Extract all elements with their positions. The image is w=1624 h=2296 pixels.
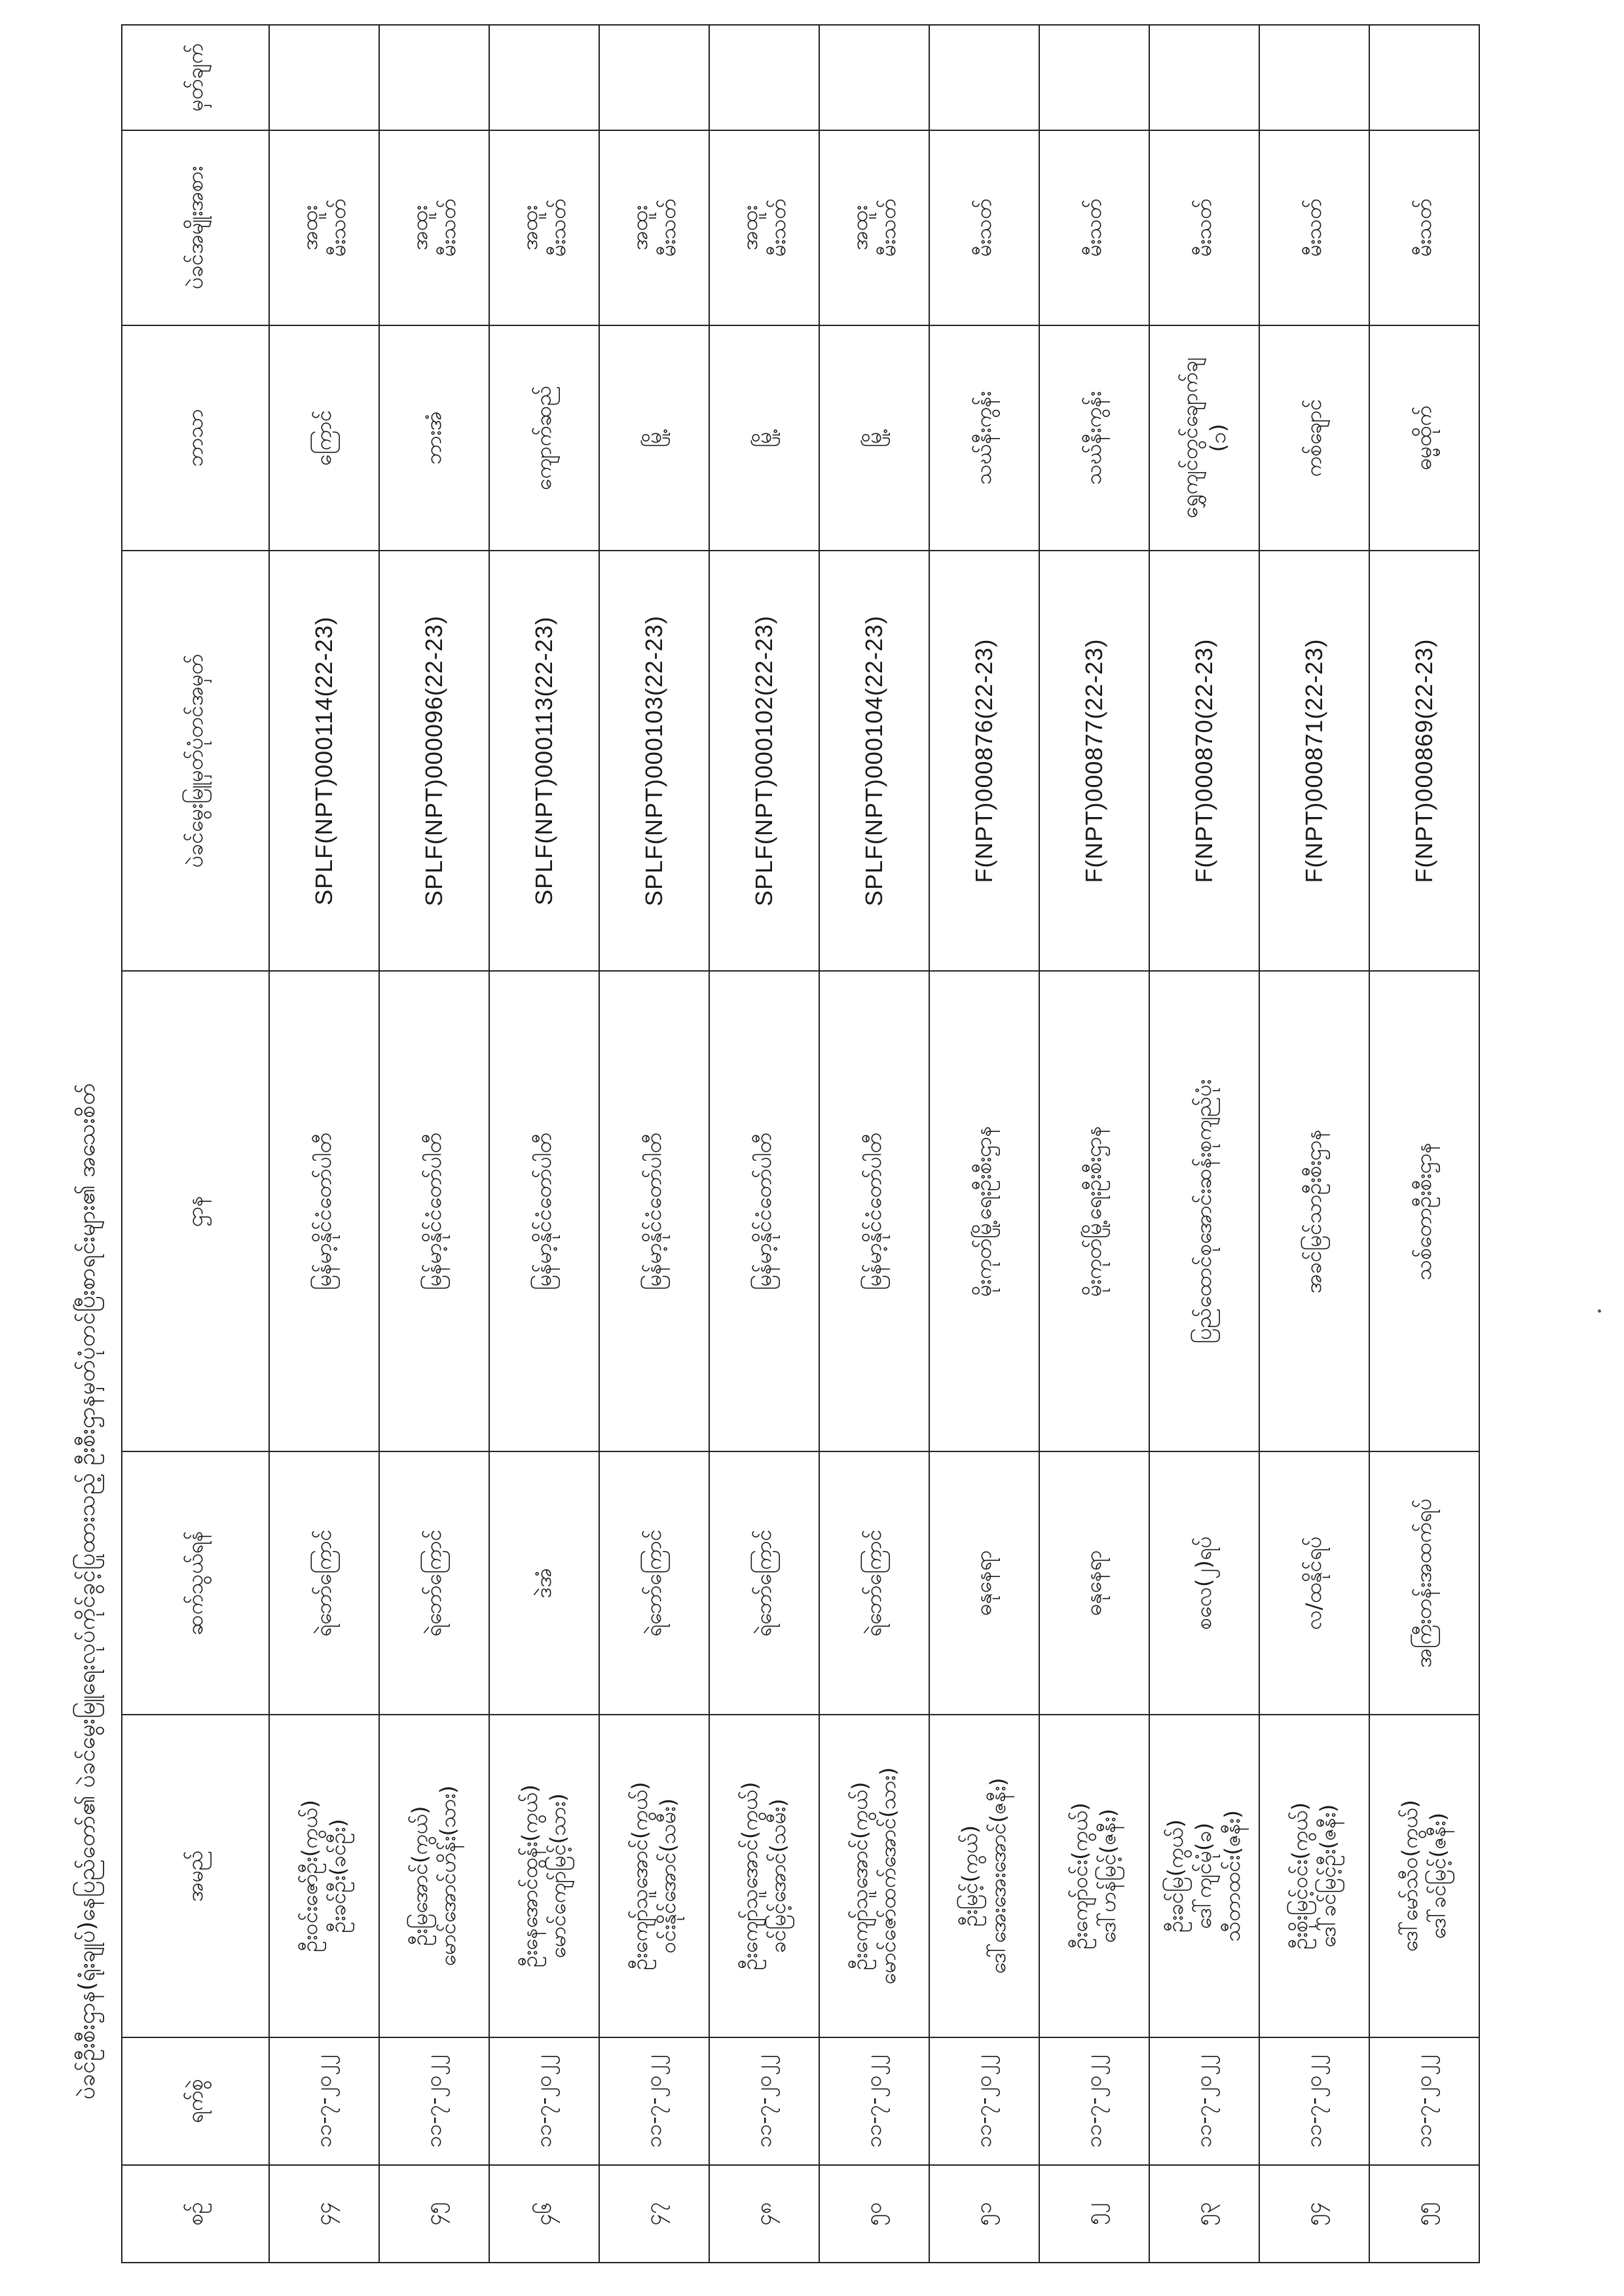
cell-no: ၄၇ [599,2165,709,2263]
type-line: မီးသတ် [766,198,790,257]
cell-type [1039,130,1149,325]
cell-date: ၁၁-၇-၂၀၂၂ [709,2037,819,2165]
cell-no: ၅၀ [819,2165,929,2263]
cell-no: ၄၄ [269,2165,379,2263]
type-line: အထူး [847,205,872,250]
cell-name [709,1715,819,2037]
cell-department: မြန်မာ့နိုင်ငံတော်ပါတီ [379,971,489,1451]
name-line: ဦးကျော်ဝင်း(ကွယ်) [1067,1802,1092,1950]
cell-date: ၁၁-၇-၂၀၂၂ [929,2037,1039,2165]
location-line: ရွှေကျင်တွင်ချောက်ချ [1177,357,1202,519]
name-line: ဒေါ်ကျင်မုံ(ခ) [1191,1823,1217,1929]
name-line: ဦးနေအောင်ထွန်း(ကွယ်) [517,1784,542,1967]
name-line: ဦးကျော်သူအောင်(ကွယ်) [737,1781,762,1971]
table-row [269,25,379,2263]
cell-license: SPLF(NPT)000102(22-23) [709,551,819,971]
cell-type [1259,130,1369,325]
cell-name [1149,1715,1259,2037]
cell-address: ရဲဘော်ကြောင် [709,1451,819,1714]
name-line: ဝင်းနိုင်အောင်(သမီး) [655,1798,680,1954]
name-line: ဒေါ်ဟန်မြင့်(ဇနီး) [1096,1808,1120,1943]
cell-name [929,1715,1039,2037]
cell-license: F(NPT)000876(22-23) [929,551,1039,971]
name-line: ဦးကျော်သူအောင်(ကွယ်) [847,1781,872,1971]
document-title: ပဲခင်ဦးစီးဌာန(ရုံးချုပ်)နေပြည်တော်၏ ပဲခင်မွေးမြူရေးလုပ်ကိုင်ခွင့်ပြုထားသည့် ဦးစီးဌာနမှတ်ပုံတင်ပြီးစာရင်းများ၏ အသေးစိတ် [74,1083,100,2100]
cell-license: F(NPT)000870(22-23) [1149,551,1259,971]
cell-address: ဓနုနေရာ [929,1451,1039,1714]
cell-department: မိုးကုတ်မြို့ရေးဦးစီးဌာန [929,971,1039,1451]
cell-department: သစ်တောဦးစီးဌာန [1369,971,1479,1451]
cell-remark [269,25,379,130]
table-row [1369,25,1479,2263]
cell-remark [819,25,929,130]
license-table [121,24,1480,2263]
cell-license: SPLF(NPT)000104(22-23) [819,551,929,971]
type-line: အထူး [517,205,542,250]
header-no: စဉ် [122,2165,269,2263]
scan-speck [1598,1309,1601,1313]
cell-remark [489,25,599,130]
cell-location: ကစ်ချောင် [1259,325,1369,551]
cell-type [819,130,929,325]
name-line: ဦးခင်မြ(ကွယ်) [1163,1819,1189,1933]
table-row [1149,25,1259,2263]
name-line: ဒေါ်ခင်မြင့်ဦး(ဇနီး) [1316,1804,1340,1948]
cell-remark [1039,25,1149,130]
name-line: ဦးမြအောင်(ကွယ်) [407,1806,432,1946]
cell-license: F(NPT)000871(22-23) [1259,551,1369,971]
table-row [1039,25,1149,2263]
cell-address: ရဲဘော်ကြောင် [269,1451,379,1714]
cell-no: ၅၄ [1259,2165,1369,2263]
cell-license: SPLF(NPT)000113(22-23) [489,551,599,971]
cell-location: ကြောင် [269,325,379,551]
table-row [1259,25,1369,2263]
cell-address: စလေ(၂)ရပ် [1149,1451,1259,1714]
type-line: မီးသတ် [1301,198,1327,257]
cell-location: ဘားအံ [379,325,489,551]
cell-type [709,130,819,325]
name-line: မောင်အောင်ဟိန်း(သား) [435,1785,460,1967]
cell-location: သဃ်နီးကွန်း [929,325,1039,551]
cell-date: ၁၁-၇-၂၀၂၂ [1039,2037,1149,2165]
type-line: မီးသတ် [545,198,570,257]
cell-name [599,1715,709,2037]
cell-no: ၅၅ [1369,2165,1479,2263]
name-line: ခင်မြင့်အောင်(သမီး) [766,1798,790,1954]
table-row [929,25,1039,2263]
table-row [379,25,489,2263]
cell-name [379,1715,489,2037]
header-name: အမည် [122,1715,269,2037]
cell-department: မြန်မာ့နိုင်ငံတော်ပါတီ [709,971,819,1451]
cell-remark [1259,25,1369,130]
cell-name [269,1715,379,2037]
cell-remark [929,25,1039,130]
type-line: မီးသတ် [1081,198,1107,257]
cell-remark [379,25,489,130]
name-line: ဦးကျော်သူအောင်(ကွယ်) [627,1781,652,1971]
cell-name [1369,1715,1479,2037]
location-line: (၁) [1206,424,1230,452]
cell-name [489,1715,599,2037]
header-row [122,25,269,2263]
cell-type [1369,130,1479,325]
type-line: မီးသတ် [1191,198,1217,257]
name-line: ဦးမြင့်(ကွယ်) [957,1825,982,1927]
cell-location: မြို့ [819,325,929,551]
type-line: အထူး [407,205,432,250]
type-line: မီးသတ် [655,198,680,257]
cell-location: ကျောက်ဆည် [489,325,599,551]
cell-no: ၅၃ [1149,2165,1259,2263]
cell-department: အခင်မြင်သာဦးစီးဌာန [1259,971,1369,1451]
cell-location: မြို့ [709,325,819,551]
type-line: မီးသတ် [325,198,350,257]
cell-remark [599,25,709,130]
cell-name [1259,1715,1369,2037]
cell-name [1039,1715,1149,2037]
cell-location: မြို့ [599,325,709,551]
cell-type [1149,130,1259,325]
cell-location: ဓမ္မထိုက် [1369,325,1479,551]
cell-department: မြန်မာ့နိုင်ငံတော်ပါတီ [489,971,599,1451]
cell-type [379,130,489,325]
name-line: ဦးစိုးမြင့်ဝင်း(ကွယ်) [1287,1802,1312,1950]
cell-license: F(NPT)000869(22-23) [1369,551,1479,971]
table-row [599,25,709,2263]
cell-no: ၄၆ [489,2165,599,2263]
cell-type [269,130,379,325]
cell-address: လ/ထနိုင်ရပ် [1259,1451,1369,1714]
type-line: မီးသတ် [435,198,460,257]
cell-no: ၄၈ [709,2165,819,2263]
type-line: အထူး [627,205,652,250]
cell-type [929,130,1039,325]
header-department: ဌာန [122,971,269,1451]
cell-address: ရဲဘော်ကြောင် [379,1451,489,1714]
type-line: မီးသတ် [876,198,900,257]
cell-address: ဒဲအံ [489,1451,599,1714]
cell-type [489,130,599,325]
cell-date: ၁၁-၇-၂၀၂၂ [1259,2037,1369,2165]
cell-remark [1369,25,1479,130]
cell-department: မြန်မာ့နိုင်ငံတော်ပါတီ [269,971,379,1451]
cell-license: SPLF(NPT)000103(22-23) [599,551,709,971]
header-remark: မှတ်ချက် [122,25,269,130]
cell-date: ၁၁-၇-၂၀၂၂ [269,2037,379,2165]
name-line: မောင်ကျော်မြင့်(သား) [545,1793,570,1959]
cell-date: ၁၁-၇-၂၀၂၂ [819,2037,929,2165]
type-line: မီးသတ် [1411,198,1437,257]
cell-date: ၁၁-၇-၂၀၂၂ [1149,2037,1259,2165]
cell-address: အကြီးတန်းအထက်ရပ် [1369,1451,1479,1714]
type-line: မီးသတ် [971,198,997,257]
cell-address: ဓနုနေရာ [1039,1451,1149,1714]
cell-date: ၁၁-၇-၂၀၂၂ [489,2037,599,2165]
header-type: ပဲခင်အမျိုးအစား [122,130,269,325]
cell-remark [709,25,819,130]
table-row [709,25,819,2263]
header-address: ဆက်သွယ်ရန် [122,1451,269,1714]
cell-location: သဃ်နီးကွန်း [1039,325,1149,551]
type-line: အထူး [297,205,322,250]
cell-location [1149,325,1259,551]
name-line: ဦးခင်ဦး(ခင်ဦး) [325,1819,350,1933]
name-line: ဒေါ်ခင်မြင့်(ဇနီး) [1426,1812,1450,1939]
cell-license: SPLF(NPT)000114(22-23) [269,551,379,971]
cell-department: မိုးကုတ်မြို့ရေးဦးစီးဌာန [1039,971,1149,1451]
header-license: ပဲခင်မွေးမြူမှတ်ပုံတင်အမှတ် [122,551,269,971]
cell-date: ၁၁-၇-၂၀၂၂ [379,2037,489,2165]
cell-name [819,1715,929,2037]
cell-date: ၁၁-၇-၂၀၂၂ [599,2037,709,2165]
cell-department: မြန်မာ့နိုင်ငံတော်ပါတီ [599,971,709,1451]
header-location: ဘာသာ [122,325,269,551]
type-line: အထူး [737,205,762,250]
cell-no: ၅၂ [1039,2165,1149,2263]
cell-license: F(NPT)000877(22-23) [1039,551,1149,971]
name-line: ဒေါ်အေးအေးအောင်(ဇနီး) [986,1777,1010,1975]
name-line: ဦးဝင်းဇော်ဦး(ကွယ်) [297,1800,322,1952]
cell-address: ရဲဘော်ကြောင် [819,1451,929,1714]
name-line: သီတာထင်း(ဇနီး) [1219,1810,1245,1942]
cell-address: ရဲဘော်ကြောင် [599,1451,709,1714]
cell-remark [1149,25,1259,130]
cell-license: SPLF(NPT)000096(22-23) [379,551,489,971]
table-row [819,25,929,2263]
cell-no: ၄၅ [379,2165,489,2263]
name-line: မောင်ဇော်ထက်အောင်(သား) [876,1767,900,1985]
cell-department: မြန်မာ့နိုင်ငံတော်ပါတီ [819,971,929,1451]
header-date: ရက်စွဲ [122,2037,269,2165]
cell-date: ၁၁-၇-၂၀၂၂ [1369,2037,1479,2165]
table-row [489,25,599,2263]
cell-type [599,130,709,325]
cell-department: ပြည်ထောင်စုအောင်းဆန်းစုကျည်ပုံး [1149,971,1259,1451]
name-line: ဒေါ်မော်သီဝ(ကွယ်) [1397,1800,1422,1952]
cell-no: ၅၁ [929,2165,1039,2263]
